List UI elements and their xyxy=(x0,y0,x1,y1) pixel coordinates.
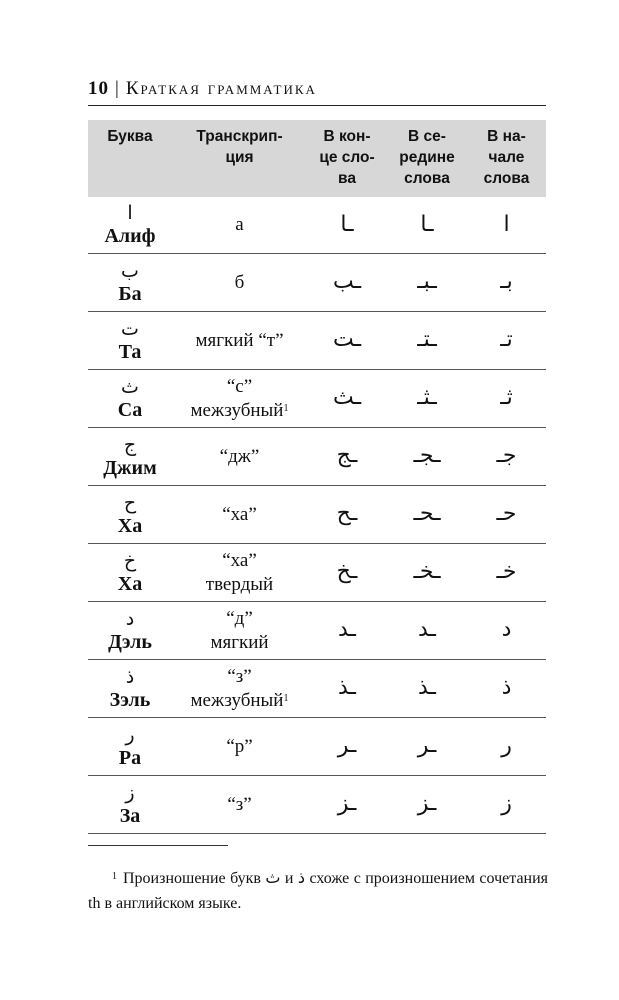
final-form-glyph: ـد xyxy=(338,617,356,642)
cell-medial-form xyxy=(387,428,467,486)
cell-transcription xyxy=(172,776,307,834)
cell-initial-form xyxy=(467,428,546,486)
table-row xyxy=(88,776,546,834)
transcription-text: “з” xyxy=(227,793,252,815)
initial-form-glyph: خـ xyxy=(496,559,517,584)
transcription-text: “р” xyxy=(226,735,253,757)
letter-name: За xyxy=(119,804,141,827)
footnote-conj: и xyxy=(284,870,294,887)
medial-form-glyph: ـر xyxy=(417,733,437,758)
cell-transcription xyxy=(172,370,307,428)
final-form-glyph: ـز xyxy=(337,791,357,816)
initial-form-glyph: ذ xyxy=(501,675,512,700)
alphabet-table xyxy=(88,120,546,834)
letter-name: Ра xyxy=(118,746,142,769)
table-header xyxy=(88,120,546,197)
letter-name: Са xyxy=(117,398,143,421)
page-number: 10 xyxy=(88,78,109,99)
running-header xyxy=(88,78,546,100)
letter-glyph: ا xyxy=(127,202,133,224)
final-form-glyph: ـح xyxy=(336,501,358,526)
header-separator: | xyxy=(115,78,120,99)
col-header-final: В кон- це сло- ва xyxy=(307,120,387,197)
cell-final-form xyxy=(307,718,387,776)
transcription-text: а xyxy=(235,214,244,235)
cell-final-form xyxy=(307,776,387,834)
cell-transcription xyxy=(172,428,307,486)
cell-medial-form xyxy=(387,197,467,254)
cell-final-form xyxy=(307,428,387,486)
cell-initial-form xyxy=(467,197,546,254)
col-header-medial: В се- редине слова xyxy=(387,120,467,197)
cell-final-form xyxy=(307,602,387,660)
cell-transcription xyxy=(172,312,307,370)
table-row xyxy=(88,370,546,428)
letter-glyph: د xyxy=(125,607,135,630)
cell-initial-form xyxy=(467,486,546,544)
cell-letter xyxy=(88,544,172,602)
cell-initial-form xyxy=(467,776,546,834)
cell-letter xyxy=(88,660,172,718)
cell-initial-form xyxy=(467,254,546,312)
cell-initial-form xyxy=(467,370,546,428)
letter-name: Та xyxy=(118,340,142,363)
initial-form-glyph: تـ xyxy=(500,327,513,352)
initial-form-glyph: ا xyxy=(503,211,510,237)
final-form-glyph: ـب xyxy=(332,269,362,294)
cell-medial-form xyxy=(387,370,467,428)
transcription-text: “ха” xyxy=(222,503,257,525)
footnote-ref: 1 xyxy=(283,402,289,414)
cell-transcription xyxy=(172,197,307,254)
medial-form-glyph: ـجـ xyxy=(413,443,441,468)
cell-transcription xyxy=(172,660,307,718)
medial-form-glyph: ـتـ xyxy=(417,327,437,352)
medial-form-glyph: ـذ xyxy=(418,675,436,700)
footnote-text-before: Произношение букв xyxy=(123,870,261,887)
final-form-glyph: ـر xyxy=(337,733,357,758)
cell-letter xyxy=(88,428,172,486)
letter-glyph: ذ xyxy=(125,665,135,688)
cell-medial-form xyxy=(387,254,467,312)
cell-letter xyxy=(88,776,172,834)
initial-form-glyph: ثـ xyxy=(500,385,513,410)
transcription-text: б xyxy=(234,271,245,293)
cell-medial-form xyxy=(387,486,467,544)
table-row xyxy=(88,428,546,486)
cell-final-form xyxy=(307,660,387,718)
letter-glyph: ت xyxy=(121,317,139,340)
letter-glyph: ث xyxy=(121,375,139,398)
cell-transcription xyxy=(172,602,307,660)
running-title: Краткая грамматика xyxy=(125,78,317,99)
transcription-text: “дж” xyxy=(219,445,260,467)
cell-letter xyxy=(88,197,172,254)
medial-form-glyph: ـز xyxy=(417,791,437,816)
medial-form-glyph: ـا xyxy=(420,211,434,237)
cell-medial-form xyxy=(387,312,467,370)
transcription-text: “з” межзубный xyxy=(190,665,284,711)
cell-medial-form xyxy=(387,776,467,834)
letter-name: Ба xyxy=(118,282,142,305)
header-rule xyxy=(88,105,546,106)
final-form-glyph: ـذ xyxy=(338,675,356,700)
medial-form-glyph: ـحـ xyxy=(413,501,441,526)
transcription-text: мягкий “т” xyxy=(195,329,284,351)
cell-letter xyxy=(88,486,172,544)
cell-transcription xyxy=(172,544,307,602)
letter-name: Дэль xyxy=(108,630,152,653)
footnote-number: 1 xyxy=(112,871,117,882)
letter-name: Джим xyxy=(103,456,157,479)
table-row xyxy=(88,486,546,544)
cell-final-form xyxy=(307,312,387,370)
letter-glyph: ب xyxy=(121,259,139,282)
footnote-letter-tha: ث xyxy=(265,868,281,887)
table-row xyxy=(88,312,546,370)
letter-glyph: ح xyxy=(123,491,137,514)
cell-medial-form xyxy=(387,718,467,776)
letter-name: Зэль xyxy=(109,688,151,711)
letter-glyph: ز xyxy=(125,781,135,804)
cell-final-form xyxy=(307,544,387,602)
medial-form-glyph: ـثـ xyxy=(417,385,437,410)
footnote-text-after: схоже с произношением сочетания th в английском языке. xyxy=(88,870,549,912)
table-row xyxy=(88,544,546,602)
medial-form-glyph: ـبـ xyxy=(417,269,437,294)
cell-letter xyxy=(88,602,172,660)
cell-final-form xyxy=(307,486,387,544)
final-form-glyph: ـج xyxy=(336,443,358,468)
letter-glyph: ر xyxy=(125,723,135,746)
cell-medial-form xyxy=(387,544,467,602)
cell-initial-form xyxy=(467,544,546,602)
table-row xyxy=(88,660,546,718)
col-header-letter: Буква xyxy=(88,120,172,197)
medial-form-glyph: ـد xyxy=(418,617,436,642)
cell-initial-form xyxy=(467,312,546,370)
footnote-ref: 1 xyxy=(283,692,289,704)
transcription-text: “д” мягкий xyxy=(210,607,269,653)
col-header-transcription: Транскрип- ция xyxy=(172,120,307,197)
letter-glyph: ج xyxy=(123,433,137,456)
cell-initial-form xyxy=(467,718,546,776)
cell-final-form xyxy=(307,254,387,312)
final-form-glyph: ـخ xyxy=(336,559,358,584)
letter-name: Ха xyxy=(117,572,143,595)
final-form-glyph: ـث xyxy=(332,385,362,410)
initial-form-glyph: ز xyxy=(501,791,512,816)
letter-name: Ха xyxy=(117,514,143,537)
initial-form-glyph: بـ xyxy=(500,269,513,294)
cell-final-form xyxy=(307,197,387,254)
cell-letter xyxy=(88,370,172,428)
cell-final-form xyxy=(307,370,387,428)
final-form-glyph: ـت xyxy=(332,327,362,352)
transcription-text: “с” межзубный xyxy=(190,375,284,421)
initial-form-glyph: حـ xyxy=(496,501,517,526)
medial-form-glyph: ـخـ xyxy=(413,559,441,584)
footnote xyxy=(88,865,548,916)
cell-transcription xyxy=(172,254,307,312)
initial-form-glyph: جـ xyxy=(496,443,517,468)
final-form-glyph: ـا xyxy=(340,211,354,237)
footnote-letter-dhal: ذ xyxy=(297,868,305,887)
cell-initial-form xyxy=(467,602,546,660)
initial-form-glyph: ر xyxy=(501,733,512,758)
initial-form-glyph: د xyxy=(501,617,512,642)
table-body xyxy=(88,197,546,834)
cell-medial-form xyxy=(387,602,467,660)
transcription-text: “ха” твердый xyxy=(205,549,274,595)
table-row xyxy=(88,718,546,776)
cell-letter xyxy=(88,312,172,370)
letter-name: Алиф xyxy=(104,225,156,247)
cell-letter xyxy=(88,254,172,312)
cell-medial-form xyxy=(387,660,467,718)
cell-transcription xyxy=(172,718,307,776)
col-header-initial: В на- чале слова xyxy=(467,120,546,197)
letter-glyph: خ xyxy=(123,549,137,572)
cell-letter xyxy=(88,718,172,776)
cell-initial-form xyxy=(467,660,546,718)
footnote-rule xyxy=(88,845,228,846)
table-row xyxy=(88,254,546,312)
cell-transcription xyxy=(172,486,307,544)
table-row xyxy=(88,602,546,660)
table-row xyxy=(88,197,546,254)
